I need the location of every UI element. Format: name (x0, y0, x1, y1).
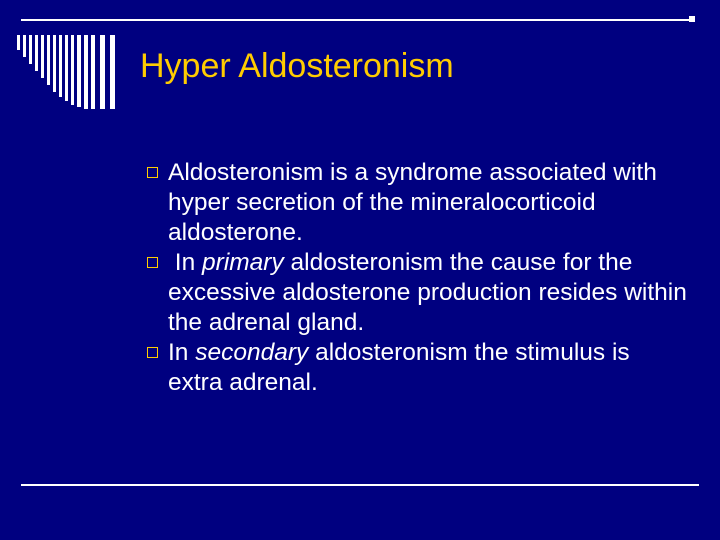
bottom-rule (21, 484, 699, 486)
bullet-item (147, 338, 687, 398)
bullet-item (147, 248, 687, 338)
bullet-emphasis: primary (202, 249, 284, 276)
bullet-text: In (168, 339, 196, 366)
hollow-square-icon (147, 167, 158, 178)
hollow-square-icon (147, 257, 158, 268)
bullet-text-after: aldosteronism the stimulus is extra adrenal. (168, 339, 630, 396)
top-rule-end-square (689, 16, 695, 22)
bullet-emphasis: secondary (195, 339, 309, 366)
bullet-item (147, 158, 687, 248)
top-rule (21, 19, 695, 21)
corner-decoration (0, 0, 140, 110)
bullet-text: In (168, 249, 203, 276)
bullet-text-after: aldosteronism the cause for the excessive aldosterone production resides within the adrenal gland. (168, 249, 687, 336)
slide-title: Hyper Aldosteronism (140, 47, 454, 85)
bullet-text: Aldosteronism is a syndrome associated with hyper secretion of the mineralocorticoid aldosterone. (168, 159, 657, 246)
bullet-list (147, 158, 687, 398)
hollow-square-icon (147, 347, 158, 358)
